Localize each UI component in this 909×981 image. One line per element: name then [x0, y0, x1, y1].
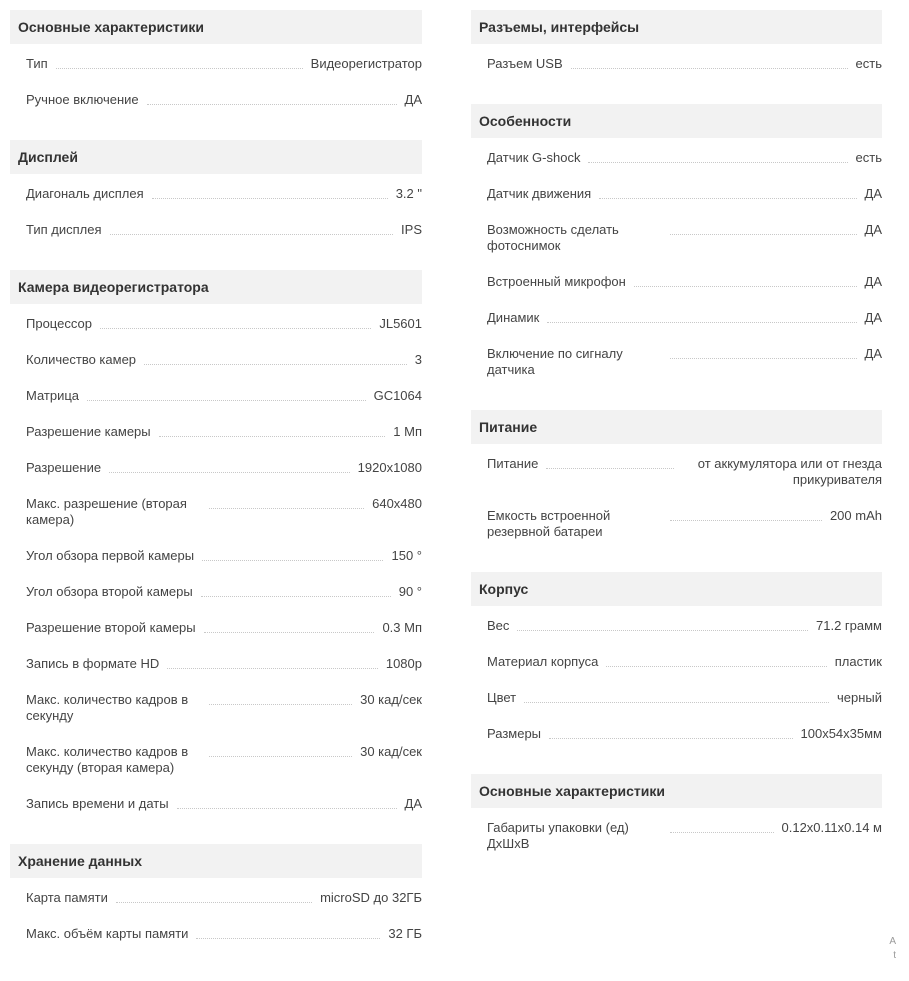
dotted-leader	[116, 902, 312, 903]
spec-value: пластик	[834, 654, 882, 669]
edge-fragment-line: A	[889, 936, 896, 947]
spec-value: JL5601	[379, 316, 422, 331]
section-title: Дисплей	[10, 140, 422, 174]
spec-row	[10, 916, 422, 952]
dotted-leader	[670, 832, 774, 833]
spec-label: Габариты упаковки (ед) ДхШхВ	[487, 820, 629, 851]
spec-row	[10, 538, 422, 574]
spec-row	[10, 212, 422, 248]
dotted-leader	[144, 364, 407, 365]
spec-row	[10, 880, 422, 916]
dotted-leader	[167, 668, 378, 669]
spec-row	[471, 716, 882, 752]
specs-right-column	[471, 10, 882, 884]
spec-row	[471, 176, 882, 212]
spec-row	[471, 608, 882, 644]
spec-value: 90 °	[398, 584, 422, 599]
spec-value: 150 °	[391, 548, 422, 563]
spec-value: 1 Мп	[393, 424, 422, 439]
dotted-leader	[670, 358, 857, 359]
spec-row	[471, 336, 882, 388]
spec-label: Емкость встроенной резервной батареи	[487, 508, 611, 539]
section-title: Корпус	[471, 572, 882, 606]
dotted-leader	[634, 286, 857, 287]
spec-row	[10, 342, 422, 378]
dotted-leader	[147, 104, 397, 105]
spec-label: Разрешение	[26, 460, 102, 475]
dotted-leader	[670, 234, 857, 235]
spec-row	[471, 498, 882, 550]
spec-row	[10, 646, 422, 682]
dotted-leader	[201, 596, 391, 597]
spec-row	[10, 610, 422, 646]
section-title: Основные характеристики	[10, 10, 422, 44]
spec-value: 1920x1080	[357, 460, 422, 475]
spec-row	[10, 378, 422, 414]
spec-label: Макс. количество кадров в секунду (вторая камера)	[26, 744, 189, 775]
dotted-leader	[599, 198, 856, 199]
section-title: Камера видеорегистратора	[10, 270, 422, 304]
spec-row	[10, 414, 422, 450]
spec-label: Количество камер	[26, 352, 137, 367]
dotted-leader	[209, 508, 364, 509]
spec-label: Цвет	[487, 690, 517, 705]
spec-value: ДА	[864, 346, 882, 361]
spec-row	[10, 786, 422, 822]
dotted-leader	[87, 400, 366, 401]
spec-value: ДА	[864, 222, 882, 237]
spec-value: ДА	[864, 274, 882, 289]
spec-value: 30 кад/сек	[360, 692, 422, 707]
spec-row	[471, 680, 882, 716]
spec-section	[471, 572, 882, 752]
spec-label: Запись в формате HD	[26, 656, 160, 671]
dotted-leader	[670, 520, 822, 521]
dotted-leader	[56, 68, 303, 69]
spec-section	[471, 10, 882, 82]
page-edge-fragment	[889, 935, 896, 963]
dotted-leader	[524, 702, 829, 703]
section-title: Особенности	[471, 104, 882, 138]
spec-row	[471, 446, 882, 498]
section-title: Питание	[471, 410, 882, 444]
spec-value: 71.2 грамм	[816, 618, 882, 633]
spec-label: Питание	[487, 456, 539, 471]
spec-row	[10, 46, 422, 82]
spec-value: 30 кад/сек	[360, 744, 422, 759]
spec-label: Диагональ дисплея	[26, 186, 144, 201]
specs-left-column	[10, 10, 422, 974]
spec-label: Датчик движения	[487, 186, 592, 201]
spec-row	[471, 810, 882, 862]
spec-row	[10, 682, 422, 734]
spec-label: Процессор	[26, 316, 92, 331]
spec-label: Тип	[26, 56, 48, 71]
spec-row	[10, 176, 422, 212]
spec-label: Угол обзора первой камеры	[26, 548, 195, 563]
dotted-leader	[209, 756, 352, 757]
spec-value: GC1064	[373, 388, 422, 403]
dotted-leader	[159, 436, 386, 437]
spec-value: 3	[414, 352, 422, 367]
spec-label: Датчик G-shock	[487, 150, 581, 165]
spec-value: ДА	[404, 796, 422, 811]
dotted-leader	[517, 630, 808, 631]
spec-value: 200 mAh	[829, 508, 882, 523]
spec-row	[471, 46, 882, 82]
spec-section	[10, 844, 422, 952]
spec-label: Включение по сигналу датчика	[487, 346, 623, 377]
spec-row	[10, 82, 422, 118]
dotted-leader	[110, 234, 394, 235]
spec-section	[471, 104, 882, 388]
spec-label: Ручное включение	[26, 92, 139, 107]
spec-label: Угол обзора второй камеры	[26, 584, 193, 599]
spec-value: 0.3 Мп	[382, 620, 422, 635]
dotted-leader	[109, 472, 350, 473]
dotted-leader	[100, 328, 371, 329]
spec-label: Матрица	[26, 388, 80, 403]
spec-value: черный	[836, 690, 882, 705]
dotted-leader	[571, 68, 848, 69]
spec-value: Видеорегистратор	[310, 56, 422, 71]
spec-value: ДА	[404, 92, 422, 107]
dotted-leader	[549, 738, 792, 739]
spec-section	[471, 410, 882, 550]
dotted-leader	[547, 322, 856, 323]
spec-row	[471, 300, 882, 336]
spec-label: Разъем USB	[487, 56, 563, 71]
section-title: Хранение данных	[10, 844, 422, 878]
spec-value: 0.12x0.11x0.14 м	[781, 820, 882, 835]
dotted-leader	[588, 162, 847, 163]
dotted-leader	[209, 704, 352, 705]
dotted-leader	[152, 198, 388, 199]
section-title: Основные характеристики	[471, 774, 882, 808]
spec-value: 1080p	[385, 656, 422, 671]
spec-value: есть	[855, 150, 882, 165]
spec-value: microSD до 32ГБ	[320, 890, 422, 905]
dotted-leader	[177, 808, 397, 809]
spec-section	[10, 140, 422, 248]
spec-row	[471, 212, 882, 264]
spec-label: Макс. объём карты памяти	[26, 926, 189, 941]
spec-label: Запись времени и даты	[26, 796, 169, 811]
spec-row	[471, 140, 882, 176]
dotted-leader	[204, 632, 375, 633]
section-title: Разъемы, интерфейсы	[471, 10, 882, 44]
spec-row	[10, 486, 422, 538]
spec-label: Материал корпуса	[487, 654, 599, 669]
spec-row	[10, 306, 422, 342]
spec-value: ДА	[864, 186, 882, 201]
spec-value: ДА	[864, 310, 882, 325]
spec-value: IPS	[401, 222, 422, 237]
dotted-leader	[546, 468, 674, 469]
spec-label: Макс. разрешение (вторая камера)	[26, 496, 187, 527]
dotted-leader	[196, 938, 380, 939]
spec-section	[10, 270, 422, 822]
spec-label: Разрешение камеры	[26, 424, 151, 439]
spec-value: 640x480	[372, 496, 422, 511]
spec-label: Возможность сделать фотоснимок	[487, 222, 619, 253]
spec-value: 100x54x35мм	[800, 726, 882, 741]
spec-label: Размеры	[487, 726, 542, 741]
spec-row	[471, 264, 882, 300]
edge-fragment-line: t	[893, 950, 896, 961]
spec-row	[10, 450, 422, 486]
dotted-leader	[202, 560, 383, 561]
spec-row	[471, 644, 882, 680]
spec-value: 3.2 "	[395, 186, 422, 201]
spec-label: Карта памяти	[26, 890, 108, 905]
spec-row	[10, 734, 422, 786]
spec-label: Встроенный микрофон	[487, 274, 626, 289]
spec-label: Макс. количество кадров в секунду	[26, 692, 189, 723]
dotted-leader	[606, 666, 826, 667]
spec-section	[471, 774, 882, 862]
spec-value: 32 ГБ	[388, 926, 422, 941]
spec-label: Динамик	[487, 310, 540, 325]
spec-label: Вес	[487, 618, 510, 633]
spec-value: от аккумулятора или от гнезда прикуривателя	[697, 456, 882, 487]
spec-value: есть	[855, 56, 882, 71]
spec-label: Разрешение второй камеры	[26, 620, 196, 635]
spec-row	[10, 574, 422, 610]
spec-label: Тип дисплея	[26, 222, 102, 237]
spec-section	[10, 10, 422, 118]
